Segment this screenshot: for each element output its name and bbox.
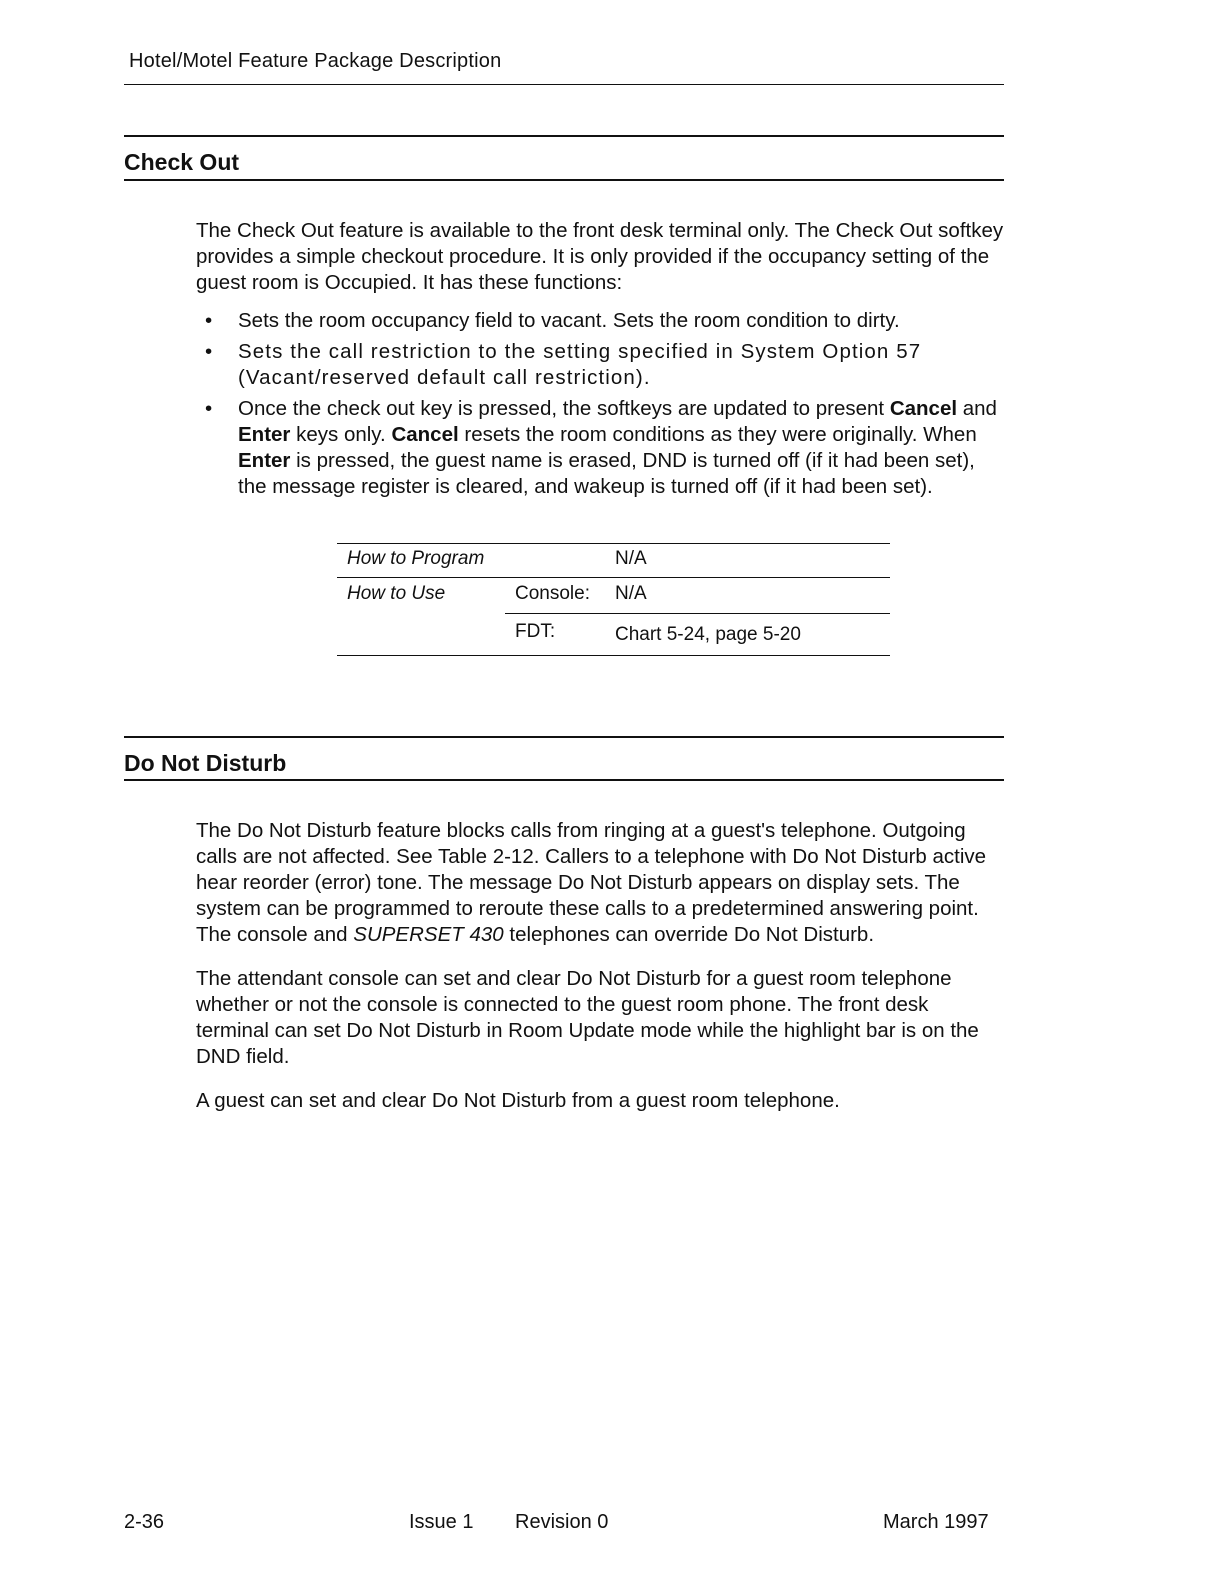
dnd-title: Do Not Disturb [124, 750, 287, 776]
check-out-intro-text: The Check Out feature is available to the front desk terminal only. The Check Out softkey provides a simple checkout procedure. It is only provided if the occupancy setting of the guest room is Occupied. It has these functions: [196, 219, 1004, 294]
bullet-text-segment: keys only. [290, 423, 392, 446]
dnd-paragraph-2: The attendant console can set and clear Do Not Disturb for a guest room telephone whether or not the console is connected to the guest room phone. The front desk terminal can set Do Not Disturb in Room Update mode while the highlight bar is on the DND field. [196, 967, 979, 1068]
check-out-intro [196, 218, 1006, 314]
bullet-text [238, 397, 997, 498]
table-rule [337, 543, 890, 544]
superset-model: SUPERSET 430 [353, 923, 504, 946]
issue-label: Issue 1 [409, 1511, 474, 1533]
enter-key-label: Enter [238, 449, 291, 472]
dnd-paragraph-1 [196, 818, 1006, 948]
check-out-bottom-rule [124, 179, 1004, 181]
check-out-top-rule [124, 135, 1004, 137]
console-label: Console: [515, 583, 590, 604]
dnd-body [196, 818, 1006, 1132]
table-rule [337, 577, 890, 578]
paragraph-segment: telephones can override Do Not Disturb. [503, 923, 875, 946]
fdt-value: Chart 5-24, page 5-20 [615, 624, 801, 645]
list-item [203, 308, 1006, 334]
table-rule [505, 613, 890, 614]
bullet-text: Sets the room occupancy field to vacant. Sets the room condition to dirty. [238, 309, 900, 332]
bullet-text: Sets the call restriction to the setting specified in System Option 57 (Vacant/reserved default call restriction). [238, 340, 922, 389]
dnd-bottom-rule [124, 779, 1004, 781]
bullet-text-segment: Once the check out key is pressed, the softkeys are updated to present [238, 397, 890, 420]
check-out-title: Check Out [124, 149, 240, 175]
list-item [203, 396, 1006, 500]
bullet-text-segment: is pressed, the guest name is erased, DND is turned off (if it had been set), the message register is cleared, and wakeup is turned off (if it had been set). [238, 449, 975, 498]
console-value: N/A [615, 583, 647, 604]
header-rule [124, 84, 1004, 85]
running-header: Hotel/Motel Feature Package Description [129, 50, 502, 72]
revision-label: Revision 0 [515, 1511, 609, 1533]
cancel-key-label: Cancel [889, 397, 958, 420]
dnd-top-rule [124, 736, 1004, 738]
how-to-use-label: How to Use [347, 583, 446, 604]
bullet-icon: • [205, 340, 214, 363]
paragraph-segment: The Do Not Disturb feature blocks calls from ringing at a guest's telephone. Outgoing calls are not affected. See Table 2-12. Callers to a telephone with Do Not Disturb active hear reorder (error) tone. The message Do Not Disturb appears on display sets. The system can be programmed to reroute these calls to a predetermined answering point. The console and [196, 819, 987, 946]
bullet-text-segment: and [957, 397, 997, 420]
list-item [203, 339, 1006, 391]
fdt-label: FDT: [515, 621, 556, 642]
enter-key-label: Enter [238, 423, 291, 446]
bullet-text-segment: resets the room conditions as they were originally. When [458, 423, 977, 446]
how-to-program-label: How to Program [347, 548, 485, 569]
bullet-icon: • [205, 309, 213, 332]
bullet-icon: • [205, 397, 213, 420]
how-to-program-value: N/A [615, 548, 647, 569]
table-rule [337, 655, 890, 656]
page-number: 2-36 [124, 1511, 165, 1533]
cancel-key-label: Cancel [391, 423, 459, 446]
publication-date: March 1997 [883, 1511, 989, 1533]
check-out-functions-list [203, 308, 1006, 505]
dnd-paragraph-3: A guest can set and clear Do Not Disturb from a guest room telephone. [196, 1089, 840, 1112]
